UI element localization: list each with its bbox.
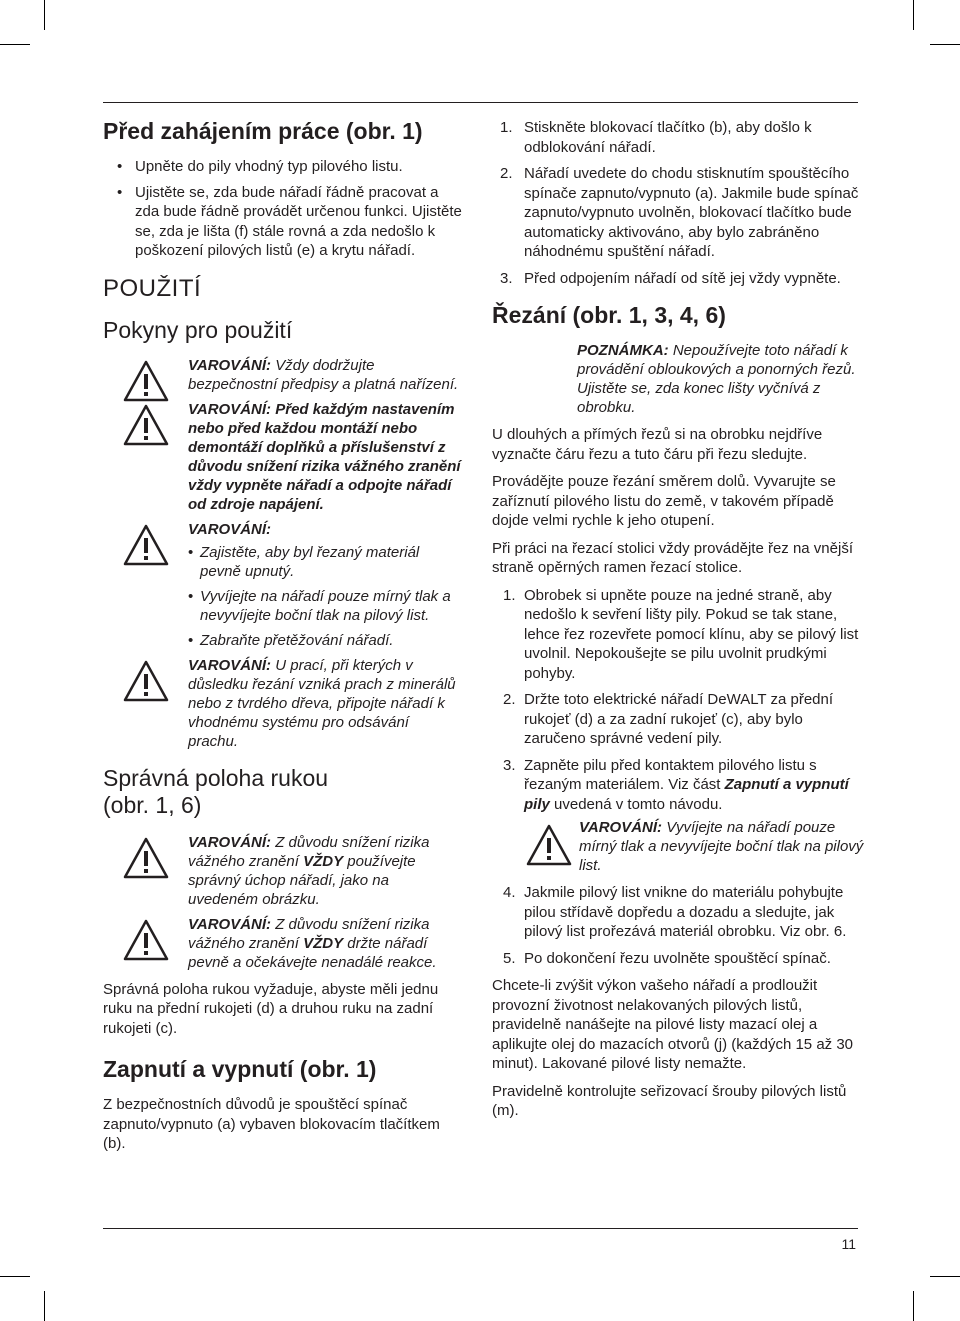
step-number: 2.	[500, 165, 513, 182]
warning-label: VAROVÁNÍ:	[188, 915, 272, 933]
step-text: Po dokončení řezu uvolněte spouštěcí spínač.	[524, 949, 831, 967]
step-number: 3.	[500, 269, 513, 287]
step-text: Před odpojením nářadí od sítě jej vždy vypněte.	[524, 269, 841, 287]
warning-icon	[123, 660, 169, 702]
step-text: uvedená v tomto návodu.	[549, 795, 723, 813]
header-rule	[103, 102, 858, 103]
step-text: Držte toto elektrické nářadí DeWALT za přední rukojeť (d) a za zadní rukojeť (c), aby bylo zaručeno správné vedení pily.	[524, 691, 834, 747]
heading-instructions: Pokyny pro použití	[103, 316, 293, 343]
warning-label: VAROVÁNÍ:	[579, 819, 663, 836]
step-number: 3.	[503, 756, 516, 774]
heading-line: (obr. 1, 6)	[103, 791, 202, 818]
warning-icon	[526, 824, 572, 866]
warning-text: Z důvodu snížení rizika vážného zranění	[188, 915, 430, 952]
warning-block	[524, 818, 864, 875]
left-column	[103, 110, 463, 1162]
warning-icon	[123, 404, 169, 446]
section-use: POUŽITÍ	[103, 274, 202, 302]
step-number: 5.	[503, 949, 516, 967]
switch-paragraph: Z bezpečnostních důvodů je spouštěcí spínač zapnuto/vypnuto (a) vybaven blokovacím tlačítkem (b).	[103, 1096, 440, 1152]
warning-text: používejte správný úchop nářadí, jako na uvedeném obrázku.	[188, 852, 416, 908]
paragraph: U dlouhých a přímých řezů si na obrobku nejdříve vyznačte čáru řezu a tuto čáru při řezu sledujte.	[492, 426, 823, 463]
list-item: • Upněte do pily vhodný typ pilového listu.	[103, 157, 463, 177]
warning-emphasis: VŽDY	[303, 934, 344, 952]
paragraph: Pravidelně kontrolujte seřizovací šrouby pilových listů (m).	[492, 1082, 847, 1119]
warning-text: Vyvíjejte na nářadí pouze mírný tlak a nevyvíjejte boční tlak na pilový list.	[579, 819, 864, 874]
step-text: Nářadí uvedete do chodu stisknutím spouštěcího spínače zapnuto/vypnuto (a). Jakmile bude spínač zapnuto/vypnuto uvolněn, blokovací tlačítko bude automaticky aktivováno, aby bylo zabráněno náhodnému spuštění nářadí.	[524, 165, 859, 260]
warning-label: VAROVÁNÍ:	[188, 520, 272, 538]
heading-cutting: Řezání (obr. 1, 3, 4, 6)	[492, 302, 726, 328]
step-number: 2.	[503, 691, 516, 708]
warning-text: držte nářadí pevně a očekávejte nenadálé reakce.	[188, 934, 437, 971]
right-column	[492, 118, 864, 1129]
list-item	[492, 949, 864, 969]
list-item: • Zabraňte přetěžování nářadí.	[188, 631, 463, 650]
step-number: 4.	[503, 884, 516, 901]
warning-block	[103, 356, 463, 394]
step-number: 1.	[500, 119, 513, 136]
warning-label: VAROVÁNÍ:	[188, 356, 272, 374]
paragraph: Chcete-li zvýšit výkon vašeho nářadí a prodloužit provozní životnost nelakovaných pilových listů, pravidelně nanášejte na pilové listy mazací olej a aplikujte olej do mazacích otvorů (j) (každých 15 až 30 minut). Lakované pilové listy nemažte.	[492, 977, 854, 1072]
warning-label: VAROVÁNÍ:	[188, 400, 272, 418]
list-item	[492, 164, 864, 262]
warning-icon	[123, 919, 169, 961]
step-text: Zapněte pilu před kontaktem pilového listu s řezaným materiálem. Viz část	[524, 756, 817, 793]
list-item: • Ujistěte se, zda bude nářadí řádně pracovat a zda bude řádně provádět určenou funkci. Ujistěte se, zda je lišta (f) stále rovná a zda nedošlo k poškození pilových listů (e) a krytu nářadí.	[103, 183, 463, 261]
warning-block	[103, 656, 463, 751]
heading-before-starting: Před zahájením práce (obr. 1)	[103, 118, 423, 144]
warning-block	[103, 833, 463, 909]
warning-text: Vždy dodržujte bezpečnostní předpisy a platná nařízení.	[188, 356, 459, 393]
step-text: Jakmile pilový list vnikne do materiálu pohybujte pilou střídavě dopředu a dozadu a sledujte, jak pilový list prořezává materiál obrobku. Viz obr. 6.	[524, 884, 847, 940]
hand-paragraph: Správná poloha rukou vyžaduje, abyste měli jednu ruku na přední rukojeti (d) a druhou ruku na zadní rukojeti (c).	[103, 980, 439, 1037]
crop-mark	[44, 1291, 45, 1321]
warning-label: VAROVÁNÍ:	[188, 656, 272, 674]
warning-text: U prací, při kterých v důsledku řezání vzniká prach z minerálů nebo z tvrdého dřeva, připojte nářadí k vhodnému systému pro odsávání prachu.	[188, 656, 456, 750]
list-item	[492, 883, 864, 942]
step-text: Obrobek si upněte pouze na jedné straně, aby nedošlo k sevření lišty pily. Pokud se tak stane, lehce řez rozevřete pomocí klínu, aby se pilový list uvolnil. Nepokoušejte se pilu uvolnit prudkými pohyby.	[524, 586, 859, 682]
warning-list	[188, 543, 463, 650]
note-text: Nepoužívejte toto nářadí k provádění obloukových a ponorných řezů. Ujistěte se, zda konec lišty vyčnívá z obrobku.	[577, 342, 856, 416]
warning-icon	[123, 524, 169, 566]
warning-block	[103, 915, 463, 972]
list-item	[492, 118, 864, 157]
warning-text: Před každým nastavením nebo před každou montáží nebo demontáží doplňků a příslušenství z důvodu snížení rizika vážného zranění vždy vypněte nářadí a odpojte nářadí od zdroje napájení.	[188, 400, 461, 513]
before-list	[103, 157, 463, 261]
switch-steps	[492, 118, 864, 288]
crop-mark	[0, 44, 30, 45]
note-block	[492, 341, 864, 417]
paragraph: Provádějte pouze řezání směrem dolů. Vyvarujte se zaříznutí pilového listu do země, v takovém případě dojde velmi rychle k jeho otupení.	[492, 473, 836, 529]
list-item: • Zajistěte, aby byl řezaný materiál pevně upnutý.	[188, 543, 463, 581]
warning-text: Z důvodu snížení rizika vážného zranění	[188, 833, 430, 870]
crop-mark	[913, 0, 914, 30]
footer-rule	[103, 1228, 858, 1229]
crop-mark	[913, 1291, 914, 1321]
list-item	[492, 269, 864, 289]
heading-switch: Zapnutí a vypnutí (obr. 1)	[103, 1056, 377, 1082]
warning-emphasis: VŽDY	[303, 852, 344, 870]
warning-block	[103, 400, 463, 514]
warning-block	[103, 520, 463, 650]
step-number: 1.	[503, 586, 516, 604]
heading-hand-position	[103, 765, 463, 819]
warning-icon	[123, 360, 169, 402]
paragraph: Při práci na řezací stolici vždy provádějte řez na vnější straně opěrných ramen řezací stolice.	[492, 539, 853, 576]
page-number: 11	[841, 1236, 856, 1252]
warning-icon	[123, 837, 169, 879]
heading-line: Správná poloha rukou	[103, 764, 329, 791]
crop-mark	[930, 44, 960, 45]
list-item	[492, 690, 864, 749]
step-text: Stiskněte blokovací tlačítko (b), aby došlo k odblokování nářadí.	[524, 119, 812, 156]
note-label: POZNÁMKA:	[577, 342, 669, 359]
step-emphasis: Zapnutí a vypnutí pily	[524, 776, 849, 813]
cutting-steps	[492, 586, 864, 969]
list-item	[492, 586, 864, 684]
list-item: • Vyvíjejte na nářadí pouze mírný tlak a nevyvíjejte boční tlak na pilový list.	[188, 587, 463, 625]
crop-mark	[44, 0, 45, 30]
warning-label: VAROVÁNÍ:	[188, 833, 272, 851]
crop-mark	[0, 1276, 30, 1277]
crop-mark	[930, 1276, 960, 1277]
list-item	[492, 756, 864, 876]
